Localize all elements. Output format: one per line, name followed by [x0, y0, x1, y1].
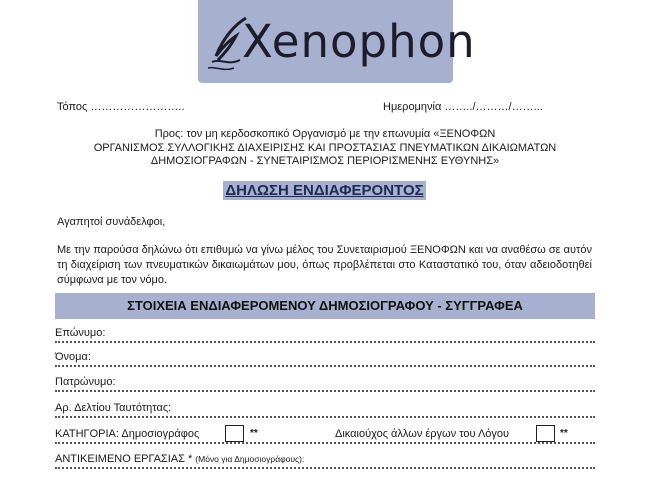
work-subject-text: ΑΝΤΙΚΕΙΜΕΝΟ ΕΡΓΑΣΙΑΣ * — [55, 453, 193, 465]
document-title-text: ΔΗΛΩΣΗ ΕΝΔΙΑΦΕΡΟΝΤΟΣ — [225, 182, 424, 199]
id-card-label: Αρ. Δελτίου Ταυτότητας: — [55, 402, 172, 414]
date-field: Ημερομηνία ……../………/……... — [383, 101, 543, 113]
document-title — [0, 181, 649, 200]
addressee-line: ΔΗΜΟΣΙΟΓΡΑΦΩΝ - ΣΥΝΕΤΑΙΡΙΣΜΟΣ ΠΕΡΙΟΡΙΣΜΕΝΗΣ ΕΥΘΥΝΗΣ» — [150, 155, 500, 167]
dotted-line — [55, 467, 595, 469]
work-subject-label — [55, 453, 304, 465]
logo-banner — [198, 0, 476, 83]
category-stars: ** — [250, 428, 258, 439]
declaration-body: Με την παρούσα δηλώνω ότι επιθυμώ να γίνω μέλος του Συνεταιρισμού ΞΕΝΟΦΩΝ και να αναθέσω σε αυτόν τη διαχείριση των πνευματικών δικαιωμάτων μου, όπως προβλέπεται στο Καταστατικό του, όταν αδειοδοτηθεί σύμφωνα με τον νόμο. — [57, 244, 592, 286]
other-works-stars: ** — [560, 428, 568, 439]
place-field: Τόπος …………………….. — [57, 101, 185, 113]
other-works-label: Δικαιούχος άλλων έργων του Λόγου — [335, 428, 510, 440]
surname-label: Επώνυμο: — [55, 327, 106, 339]
dotted-line — [55, 365, 595, 367]
logo-wordmark: Xenophon — [242, 15, 476, 68]
greeting: Αγαπητοί συνάδελφοι, — [57, 216, 166, 228]
dotted-line — [55, 416, 595, 418]
name-label: Όνομα: — [55, 351, 91, 363]
section-header: ΣΤΟΙΧΕΙΑ ΕΝΔΙΑΦΕΡΟΜΕΝΟΥ ΔΗΜΟΣΙΟΓΡΑΦΟΥ - ΣΥΓΓΡΑΦΕΑ — [55, 293, 595, 319]
addressee-line: ΟΡΓΑΝΙΣΜΟΣ ΣΥΛΛΟΓΙΚΗΣ ΔΙΑΧΕΙΡΙΣΗΣ ΚΑΙ ΠΡΟΣΤΑΣΙΑΣ ΠΝΕΥΜΑΤΙΚΩΝ ΔΙΚΑΙΩΜΑΤΩΝ — [93, 141, 557, 154]
addressee-line: Προς: τον μη κερδοσκοπικό Οργανισμό με την επωνυμία «ΞΕΝΟΦΩΝ — [154, 128, 496, 140]
dotted-line — [55, 390, 595, 392]
dotted-line — [55, 341, 595, 343]
work-subject-note: (Μόνο για Δημοσιογράφους): — [195, 454, 305, 464]
journalist-checkbox[interactable] — [225, 425, 244, 442]
addressee-block — [60, 128, 590, 169]
category-label: ΚΑΤΗΓΟΡΙΑ: Δημοσιογράφος — [55, 428, 200, 440]
father-name-label: Πατρώνυμο: — [55, 376, 116, 388]
other-works-checkbox[interactable] — [536, 425, 555, 442]
dotted-line — [55, 442, 595, 444]
